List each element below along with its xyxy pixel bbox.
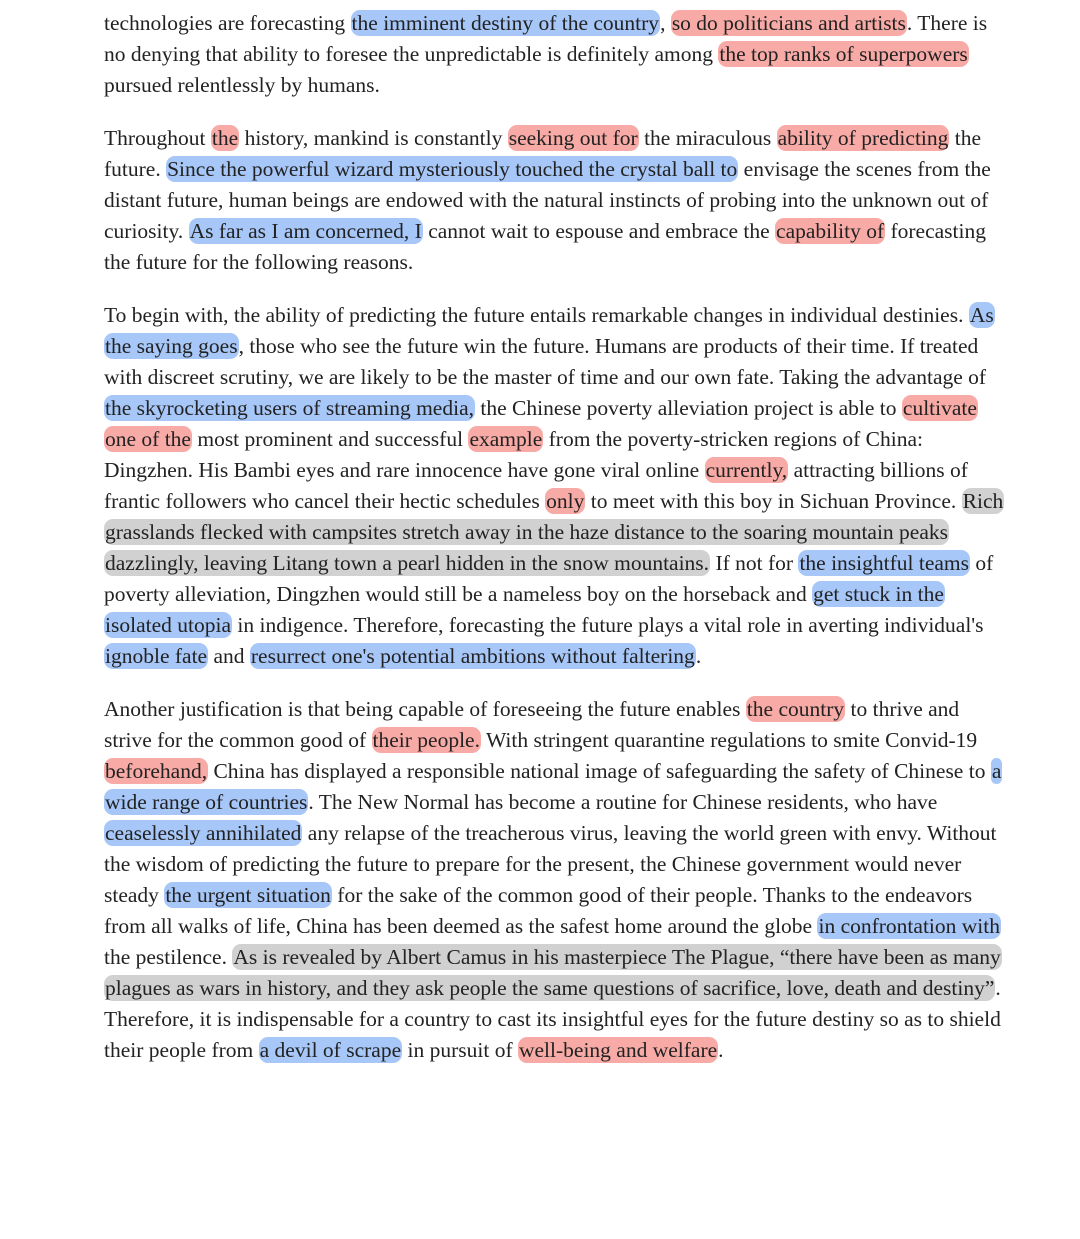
paragraph-3 — [104, 300, 1004, 672]
text-run: history, mankind is constantly — [239, 126, 508, 150]
highlight-blue: get stuck in the isolated utopia — [105, 582, 944, 637]
highlight-red: seeking out for — [508, 126, 638, 150]
text-run: To begin with, the ability of predicting the future entails remarkable changes in individual destinies. — [104, 303, 969, 327]
highlight-red: only — [546, 489, 585, 513]
text-run: . — [695, 644, 702, 668]
highlight-blue: the skyrocketing users of streaming media, — [105, 396, 474, 420]
highlight-grey: Rich grasslands flecked with campsites stretch away in the haze distance to the soaring mountain peaks dazzlingly, leaving Litang town a pearl hidden in the snow mountains. — [105, 489, 1004, 575]
highlight-blue: a devil of scrape — [259, 1038, 402, 1062]
highlight-red: well-being and welfare — [518, 1038, 718, 1062]
highlight-blue: in confrontation with — [818, 914, 1000, 938]
highlight-blue: the insightful teams — [799, 551, 970, 575]
text-run: for the sake of the common good of their people. Thanks to the endeavors from all walks of life, China has been deemed as the safest home around the globe — [104, 883, 973, 938]
highlight-grey: As is revealed by Albert Camus in his masterpiece The Plague, “there have been as many plagues as wars in history, and they ask people the same questions of sacrifice, love, death and destiny” — [105, 945, 1001, 1000]
text-run: . Therefore, it is indispensable for a country to cast its insightful eyes for the future destiny so as to shield their people from — [104, 976, 1001, 1062]
text-run: . — [718, 1038, 724, 1062]
text-run: the pestilence. — [104, 945, 233, 969]
text-run: attracting billions of frantic followers who cancel their hectic schedules — [104, 458, 968, 513]
essay-document — [104, 8, 1004, 1088]
highlight-red: currently, — [705, 458, 788, 482]
text-run: in indigence. Therefore, forecasting the future plays a vital role in averting individual's — [232, 613, 984, 637]
text-run: and — [208, 644, 250, 668]
highlight-blue: the urgent situation — [165, 883, 331, 907]
text-run: . There is no denying that ability to foresee the unpredictable is definitely among — [104, 11, 988, 66]
highlight-blue: ceaselessly annihilated — [105, 821, 302, 845]
highlight-red: the top ranks of superpowers — [719, 42, 968, 66]
text-run: Throughout — [104, 126, 211, 150]
text-run: the future. — [104, 126, 982, 181]
paragraph-4 — [104, 694, 1004, 1066]
text-run: from the poverty-stricken regions of China: Dingzhen. His Bambi eyes and rare innocence have gone viral online — [104, 427, 924, 482]
highlight-red: the country — [746, 697, 845, 721]
text-run: pursued relentlessly by humans. — [104, 73, 380, 97]
highlight-blue: a wide range of countries — [105, 759, 1002, 814]
highlight-red: so do politicians and artists — [671, 11, 906, 35]
text-run: forecasting the future for the following reasons. — [104, 219, 986, 274]
highlight-red: beforehand, — [105, 759, 208, 783]
highlight-blue: As the saying goes — [105, 303, 994, 358]
text-run: most prominent and successful — [191, 427, 469, 451]
text-run: , those who see the future win the future. Humans are products of their time. If treated with discreet scrutiny, we are likely to be the master of time and our own fate. Taking the advantage of — [104, 334, 987, 389]
text-run: If not for — [710, 551, 799, 575]
text-run: With stringent quarantine regulations to smite Convid-19 — [480, 728, 978, 752]
text-run: to meet with this boy in Sichuan Province. — [585, 489, 962, 513]
highlight-blue: the imminent destiny of the country — [351, 11, 660, 35]
highlight-blue: resurrect one's potential ambitions without faltering — [250, 644, 695, 668]
text-run: Another justification is that being capable of foreseeing the future enables — [104, 697, 746, 721]
paragraph-1 — [104, 8, 1004, 101]
highlight-red: example — [469, 427, 543, 451]
text-run: the Chinese poverty alleviation project is able to — [475, 396, 902, 420]
text-run: technologies are forecasting — [104, 11, 351, 35]
text-run: the miraculous — [638, 126, 777, 150]
text-run: of poverty alleviation, Dingzhen would still be a nameless boy on the horseback and — [104, 551, 994, 606]
highlight-red: capability of — [776, 219, 885, 243]
text-run: envisage the scenes from the distant future, human beings are endowed with the natural instincts of probing into the unknown out of curiosity. — [104, 157, 991, 243]
paragraph-2 — [104, 123, 1004, 278]
highlight-blue: As far as I am concerned, I — [189, 219, 422, 243]
highlight-red: their people. — [372, 728, 480, 752]
highlight-red: the — [211, 126, 239, 150]
highlight-blue: ignoble fate — [105, 644, 208, 668]
highlight-red: cultivate one of the — [105, 396, 977, 451]
highlight-blue: Since the powerful wizard mysteriously touched the crystal ball to — [167, 157, 738, 181]
text-run: in pursuit of — [402, 1038, 518, 1062]
text-run: to thrive and strive for the common good of — [104, 697, 960, 752]
text-run: , — [660, 11, 671, 35]
text-run: any relapse of the treacherous virus, leaving the world green with envy. Without the wisdom of predicting the future to prepare for the present, the Chinese government would never steady — [104, 821, 997, 907]
text-run: China has displayed a responsible national image of safeguarding the safety of Chinese to — [208, 759, 991, 783]
text-run: cannot wait to espouse and embrace the — [422, 219, 776, 243]
highlight-red: ability of predicting — [777, 126, 949, 150]
text-run: . The New Normal has become a routine for Chinese residents, who have — [308, 790, 938, 814]
